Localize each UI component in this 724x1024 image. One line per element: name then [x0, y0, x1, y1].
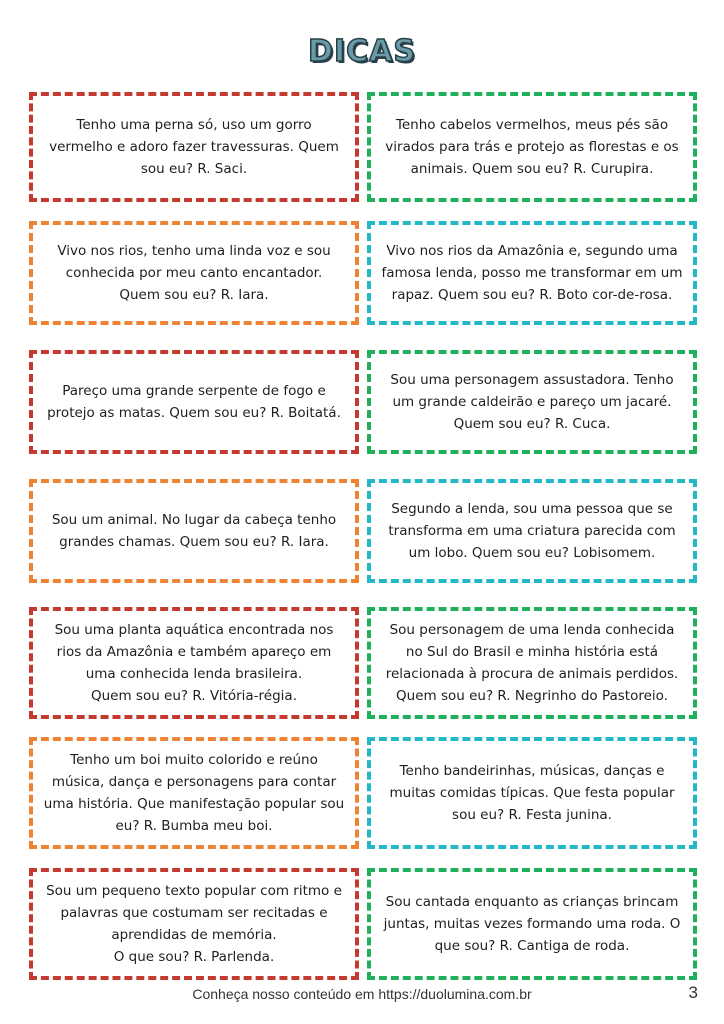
hint-card-iara: [29, 221, 359, 325]
hint-card-boto: [367, 221, 697, 325]
hint-text: Tenho bandeirinhas, músicas, danças e muitas comidas típicas. Que festa popular sou eu? R. Festa junina.: [389, 763, 675, 823]
hint-card-negrinho: [367, 607, 697, 719]
hint-text: Tenho um boi muito colorido e reúno música, dança e personagens para contar uma história. Que manifestação popular sou eu? R. Bumba meu boi.: [43, 752, 345, 834]
hint-card-bumba-meu-boi: [29, 737, 359, 849]
hint-card-curupira: [367, 92, 697, 202]
footer-link-text: Conheça nosso conteúdo em https://duolumina.com.br: [192, 986, 532, 1002]
hint-text: Pareço uma grande serpente de fogo e protejo as matas. Quem sou eu? R. Boitatá.: [47, 383, 341, 421]
hint-text: Sou uma personagem assustadora. Tenho um grande caldeirão e pareço um jacaré. Quem sou eu? R. Cuca.: [390, 372, 674, 432]
hint-text: Segundo a lenda, sou uma pessoa que se transforma em uma criatura parecida com um lobo. Quem sou eu? Lobisomem.: [388, 501, 676, 561]
hint-text: Sou uma planta aquática encontrada nos rios da Amazônia e também apareço em uma conhecida lenda brasileira. Quem sou eu? R. Vitória-régia.: [54, 622, 334, 704]
hint-text: Vivo nos rios, tenho uma linda voz e sou conhecida por meu canto encantador. Quem sou eu? R. Iara.: [57, 243, 331, 303]
page-title: DICAS: [308, 34, 416, 69]
hint-text: Sou um animal. No lugar da cabeça tenho grandes chamas. Quem sou eu? R. Iara.: [51, 512, 337, 550]
hint-card-animal: [29, 479, 359, 583]
hint-card-cantiga: [367, 868, 697, 980]
hint-text: Sou um pequeno texto popular com ritmo e palavras que costumam ser recitadas e aprendidas de memória. O que sou? R. Parlenda.: [46, 883, 342, 965]
hint-card-cuca: [367, 350, 697, 454]
hint-text: Sou cantada enquanto as crianças brincam juntas, muitas vezes formando uma roda. O que sou? R. Cantiga de roda.: [383, 894, 681, 954]
hint-text: Sou personagem de uma lenda conhecida no Sul do Brasil e minha história está relacionada à procura de animais perdidos. Quem sou eu? R. Negrinho do Pastoreio.: [385, 622, 679, 704]
hint-text: Tenho uma perna só, uso um gorro vermelho e adoro fazer travessuras. Quem sou eu? R. Saci.: [49, 117, 339, 177]
hint-card-lobisomem: [367, 479, 697, 583]
hint-card-vitoria-regia: [29, 607, 359, 719]
hint-card-festa-junina: [367, 737, 697, 849]
hint-text: Vivo nos rios da Amazônia e, segundo uma famosa lenda, posso me transformar em um rapaz. Quem sou eu? R. Boto cor-de-rosa.: [381, 243, 683, 303]
hint-card-parlenda: [29, 868, 359, 980]
page-number: 3: [688, 983, 698, 1002]
hint-text: Tenho cabelos vermelhos, meus pés são virados para trás e protejo as florestas e os animais. Quem sou eu? R. Curupira.: [385, 117, 679, 177]
hint-card-boitata: [29, 350, 359, 454]
hint-card-saci: [29, 92, 359, 202]
